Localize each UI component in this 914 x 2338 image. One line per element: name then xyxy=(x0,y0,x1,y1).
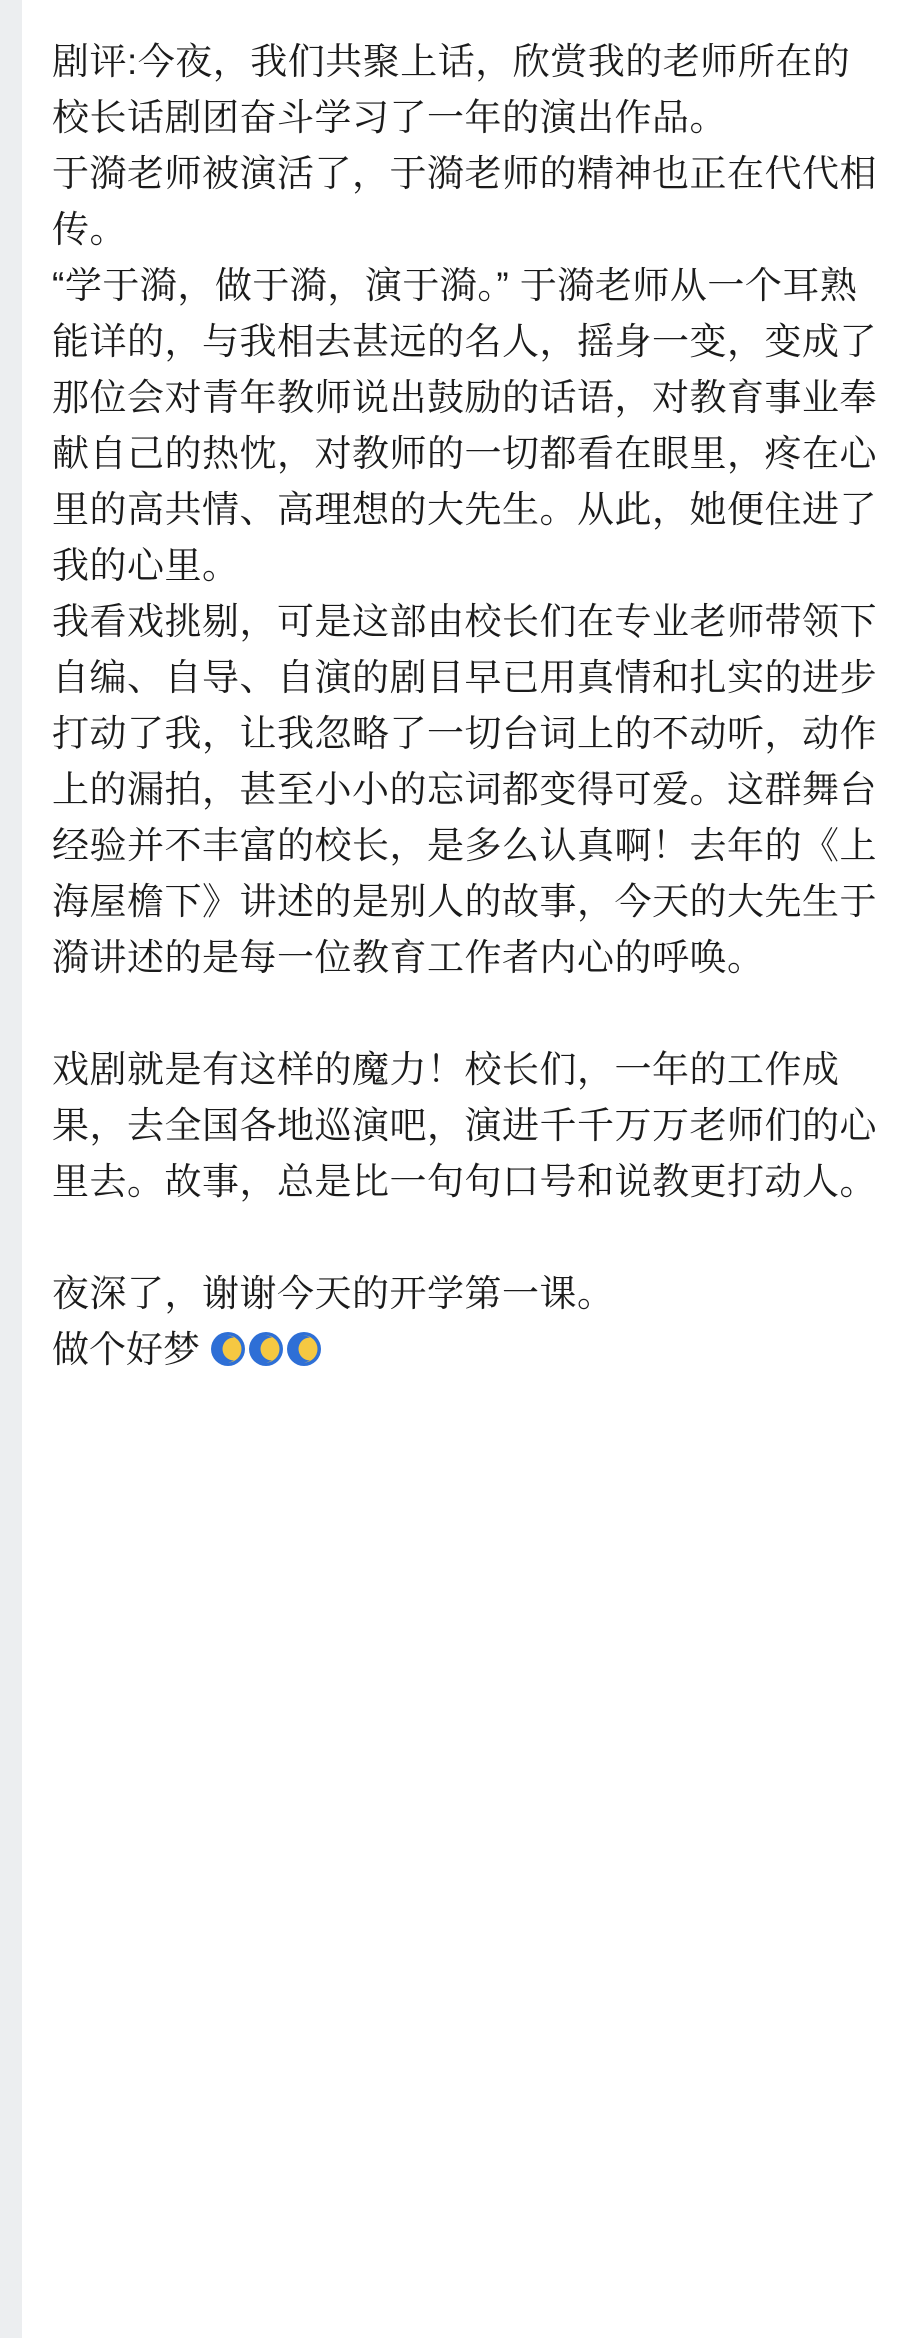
signoff-row xyxy=(52,1322,884,1378)
paragraph-gap-2 xyxy=(52,1210,884,1266)
crescent-moon-icon xyxy=(286,1331,322,1367)
signoff-emoji-group xyxy=(200,1329,324,1370)
crescent-moon-icon xyxy=(210,1331,246,1367)
message-card[interactable] xyxy=(22,0,914,2338)
signoff-text: 做个好梦 xyxy=(52,1329,200,1370)
page-left-margin xyxy=(0,0,22,2338)
paragraph-intro: 剧评:今夜，我们共聚上话，欣赏我的老师所在的校长话剧团奋斗学习了一年的演出作品。 xyxy=(52,41,851,138)
paragraph-quote: “学于漪，做于漪，演于漪。” 于漪老师从一个耳熟能详的，与我相去甚远的名人，摇身一变，变成了那位会对青年教师说出鼓励的话语，对教育事业奉献自己的热忱，对教师的一切都看在眼里，疼在心里的高共情、高理想的大先生。从此，她便住进了我的心里。 xyxy=(52,265,877,586)
paragraph-spirit: 于漪老师被演活了，于漪老师的精神也正在代代相传。 xyxy=(52,153,877,250)
paragraph-closing: 夜深了，谢谢今天的开学第一课。 xyxy=(52,1273,615,1314)
paragraph-magic: 戏剧就是有这样的魔力！校长们，一年的工作成果，去全国各地巡演吧，演进千千万万老师们的心里去。故事，总是比一句句口号和说教更打动人。 xyxy=(52,1049,877,1202)
paragraph-gap-1 xyxy=(52,986,884,1042)
paragraph-review: 我看戏挑剔，可是这部由校长们在专业老师带领下自编、自导、自演的剧目早已用真情和扎实的进步打动了我，让我忽略了一切台词上的不动听，动作上的漏拍，甚至小小的忘词都变得可爱。这群舞台经验并不丰富的校长，是多么认真啊！去年的《上海屋檐下》讲述的是别人的故事，今天的大先生于漪讲述的是每一位教育工作者内心的呼唤。 xyxy=(52,601,877,978)
crescent-moon-icon xyxy=(248,1331,284,1367)
